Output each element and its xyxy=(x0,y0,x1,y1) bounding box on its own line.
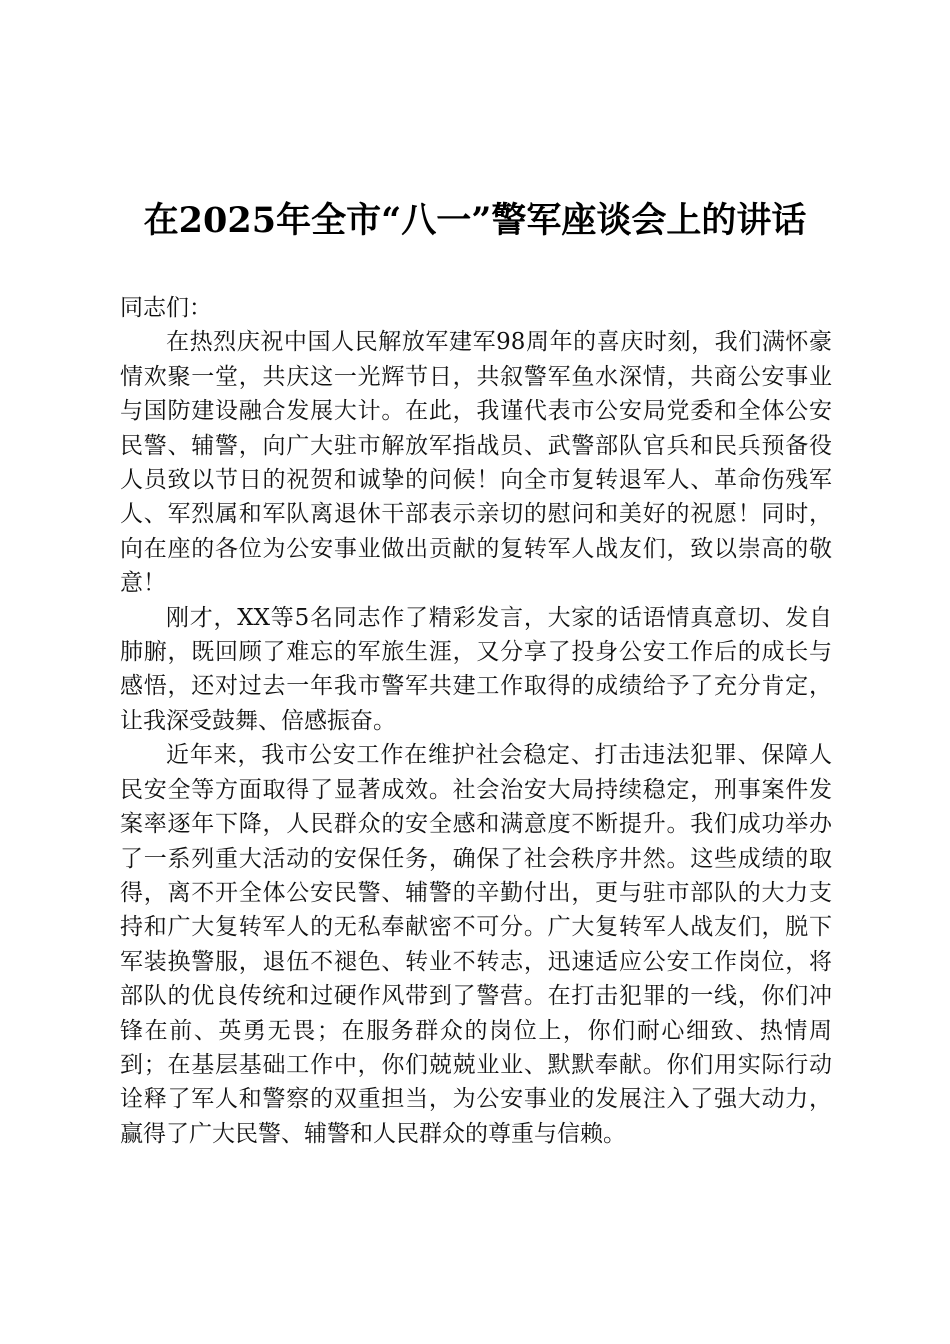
paragraph-speeches: 刚才，XX等5名同志作了精彩发言，大家的话语情真意切、发自肺腑，既回顾了难忘的军旅生涯，又分享了投身公安工作后的成长与感悟，还对过去一年我市警军共建工作取得的成绩给予了充分肯定，让我深受鼓舞、倍感振奋。 xyxy=(120,604,832,734)
salutation: 同志们： xyxy=(120,295,212,321)
document-body xyxy=(120,291,832,1151)
document-title: 在2025年全市“八一”警军座谈会上的讲话 xyxy=(143,200,807,241)
paragraph-achievements: 近年来，我市公安工作在维护社会稳定、打击违法犯罪、保障人民安全等方面取得了显著成效。社会治安大局持续稳定，刑事案件发案率逐年下降，人民群众的安全感和满意度不断提升。我们成功举办了一系列重大活动的安保任务，确保了社会秩序井然。这些成绩的取得，离不开全体公安民警、辅警的辛勤付出，更与驻市部队的大力支持和广大复转军人的无私奉献密不可分。广大复转军人战友们，脱下军装换警服，退伍不褪色、转业不转志，迅速适应公安工作岗位，将部队的优良传统和过硬作风带到了警营。在打击犯罪的一线，你们冲锋在前、英勇无畏；在服务群众的岗位上，你们耐心细致、热情周到；在基层基础工作中，你们兢兢业业、默默奉献。你们用实际行动诠释了军人和警察的双重担当，为公安事业的发展注入了强大动力，赢得了广大民警、辅警和人民群众的尊重与信赖。 xyxy=(120,742,832,1147)
paragraph-greeting: 在热烈庆祝中国人民解放军建军98周年的喜庆时刻，我们满怀豪情欢聚一堂，共庆这一光辉节日，共叙警军鱼水深情，共商公安事业与国防建设融合发展大计。在此，我谨代表市公安局党委和全体公安民警、辅警，向广大驻市解放军指战员、武警部队官兵和民兵预备役人员致以节日的祝贺和诚挚的问候！向全市复转退军人、革命伤残军人、军烈属和军队离退休干部表示亲切的慰问和美好的祝愿！同时，向在座的各位为公安事业做出贡献的复转军人战友们，致以崇高的敬意！ xyxy=(120,329,832,597)
